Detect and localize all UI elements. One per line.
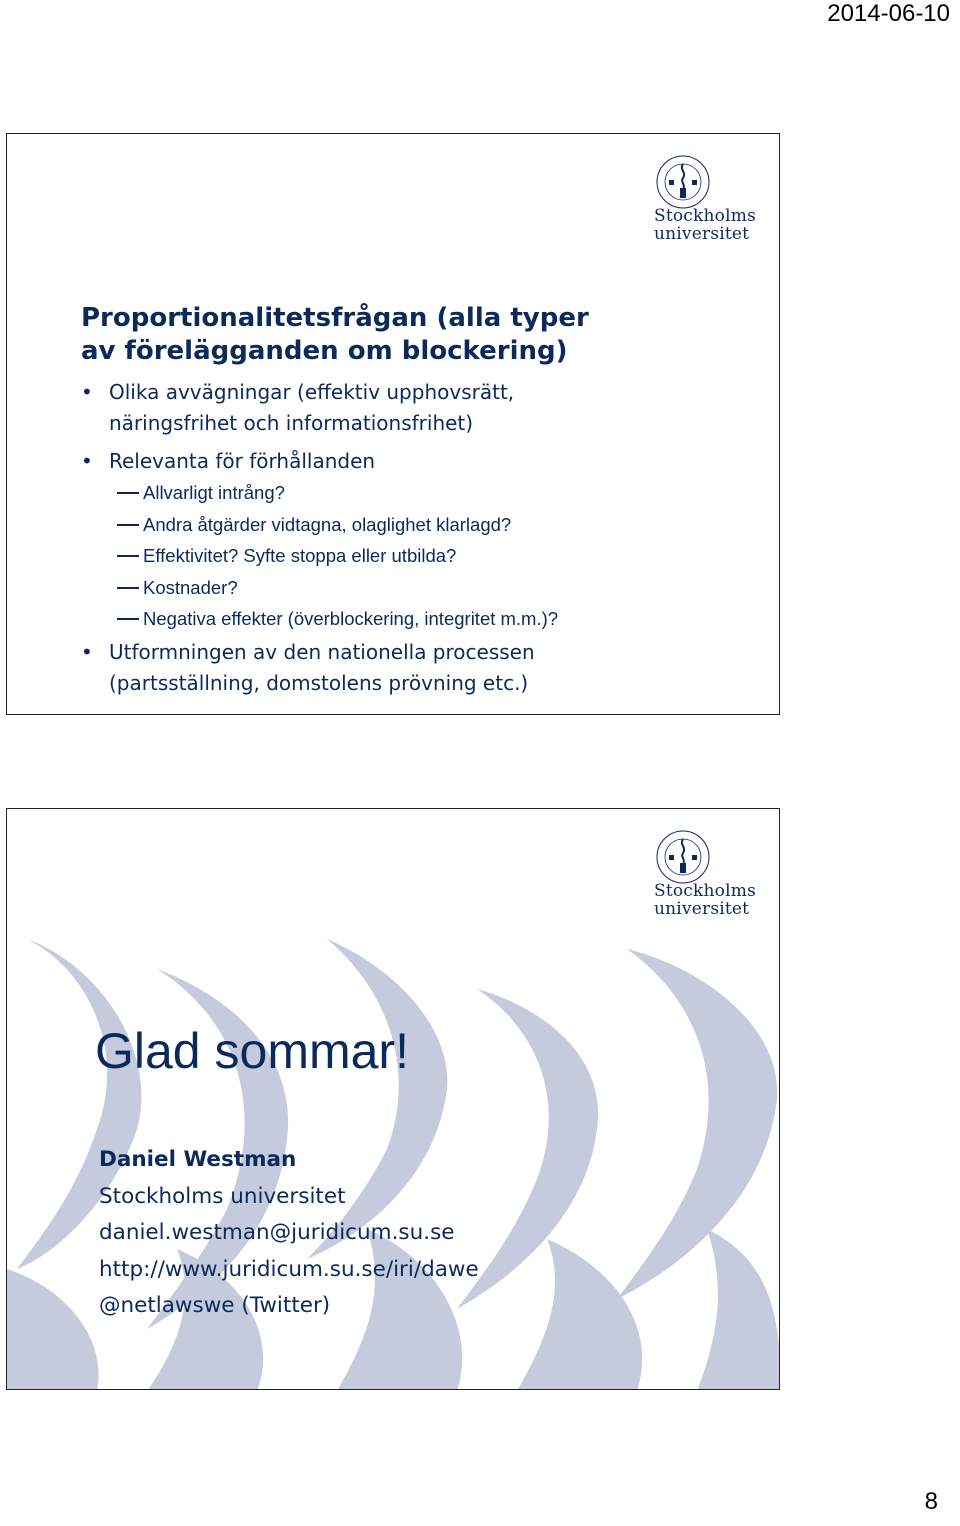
logo-line-stockholms: Stockholms — [654, 206, 756, 226]
su-logo — [651, 154, 763, 244]
logo-line-universitet: universitet — [654, 224, 750, 244]
university-seal-icon — [655, 829, 711, 885]
slide-title: Proportionalitetsfrågan (alla typer av förelägganden om blockering) — [81, 303, 589, 366]
logo-line-stockholms: Stockholms — [654, 881, 756, 901]
contact-twitter: @netlawswe (Twitter) — [99, 1293, 331, 1318]
university-seal-icon — [655, 154, 711, 210]
contact-url[interactable]: http://www.juridicum.su.se/iri/dawe — [99, 1256, 479, 1282]
contact-block — [99, 1142, 479, 1325]
bullet-list — [81, 377, 741, 706]
slide-proportionality — [6, 133, 780, 715]
sub-bullet-item: Andra åtgärder vidtagna, olaglighet klarlagd? — [81, 509, 741, 541]
slide-closing — [6, 808, 780, 1390]
bullet-item: • Relevanta för förhållanden — [81, 449, 376, 473]
logo-line-universitet: universitet — [654, 899, 750, 919]
sub-bullet-item: Effektivitet? Syfte stoppa eller utbilda? — [81, 540, 741, 572]
sub-bullet-item: Allvarligt intrång? — [81, 477, 741, 509]
bullet-item: • Utformningen av den nationella processen (partsställning, domstolens prövning etc.) — [81, 639, 535, 695]
contact-name: Daniel Westman — [99, 1147, 297, 1172]
bullet-item: • Olika avvägningar (effektiv upphovsrätt, näringsfrihet och informationsfrihet) — [81, 380, 515, 435]
page-number: 8 — [924, 1488, 938, 1515]
closing-heading: Glad sommar! — [95, 1023, 409, 1079]
sub-bullet-item: Negativa effekter (överblockering, integritet m.m.)? — [81, 603, 741, 635]
header-date: 2014-06-10 — [827, 0, 950, 27]
su-logo — [651, 829, 763, 919]
contact-email[interactable]: daniel.westman@juridicum.su.se — [99, 1220, 455, 1245]
contact-organization: Stockholms universitet — [99, 1183, 346, 1209]
sub-bullet-item: Kostnader? — [81, 572, 741, 604]
